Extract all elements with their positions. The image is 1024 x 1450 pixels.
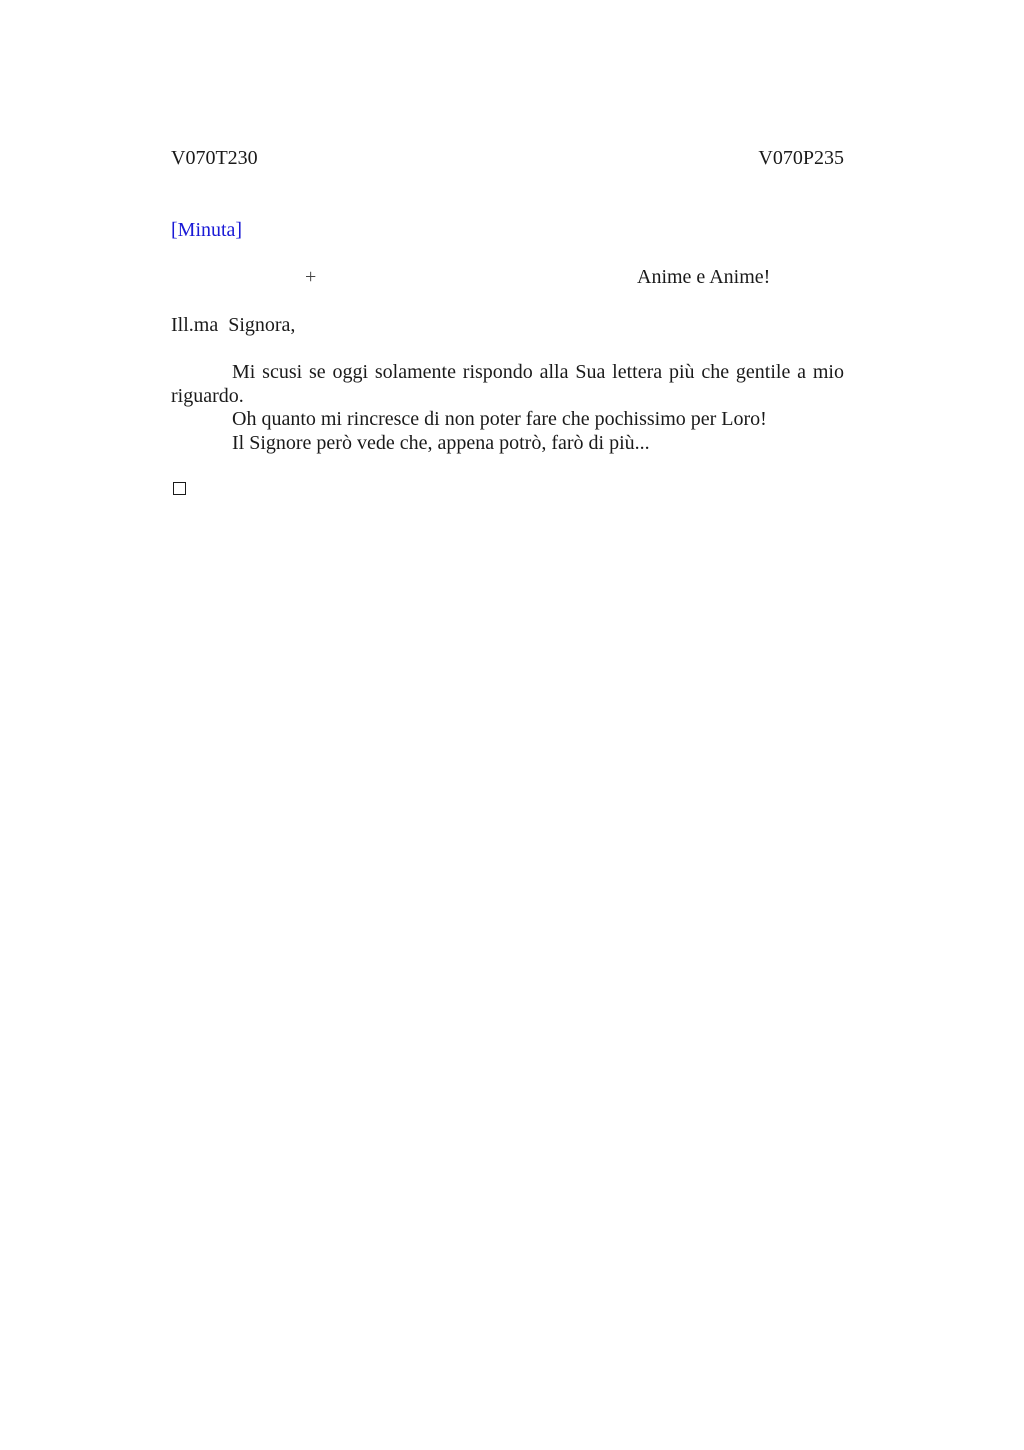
paragraph: Il Signore però vede che, appena potrò, farò di più...: [232, 431, 650, 454]
paragraph: Mi scusi se oggi solamente rispondo alla Sua lettera più che gentile a mio riguardo.: [171, 361, 844, 407]
paragraph: Oh quanto mi rincresce di non poter fare che pochissimo per Loro!: [232, 408, 767, 430]
letter-body: [171, 361, 844, 455]
cross-symbol: +: [305, 266, 317, 288]
motto: Anime e Anime!: [637, 266, 771, 288]
minuta-label: [Minuta]: [171, 219, 243, 241]
document-code-right: V070P235: [758, 147, 844, 169]
salutation: Ill.ma Signora,: [171, 314, 296, 336]
document-code-left: V070T230: [171, 147, 258, 169]
empty-square-icon: [173, 482, 186, 495]
